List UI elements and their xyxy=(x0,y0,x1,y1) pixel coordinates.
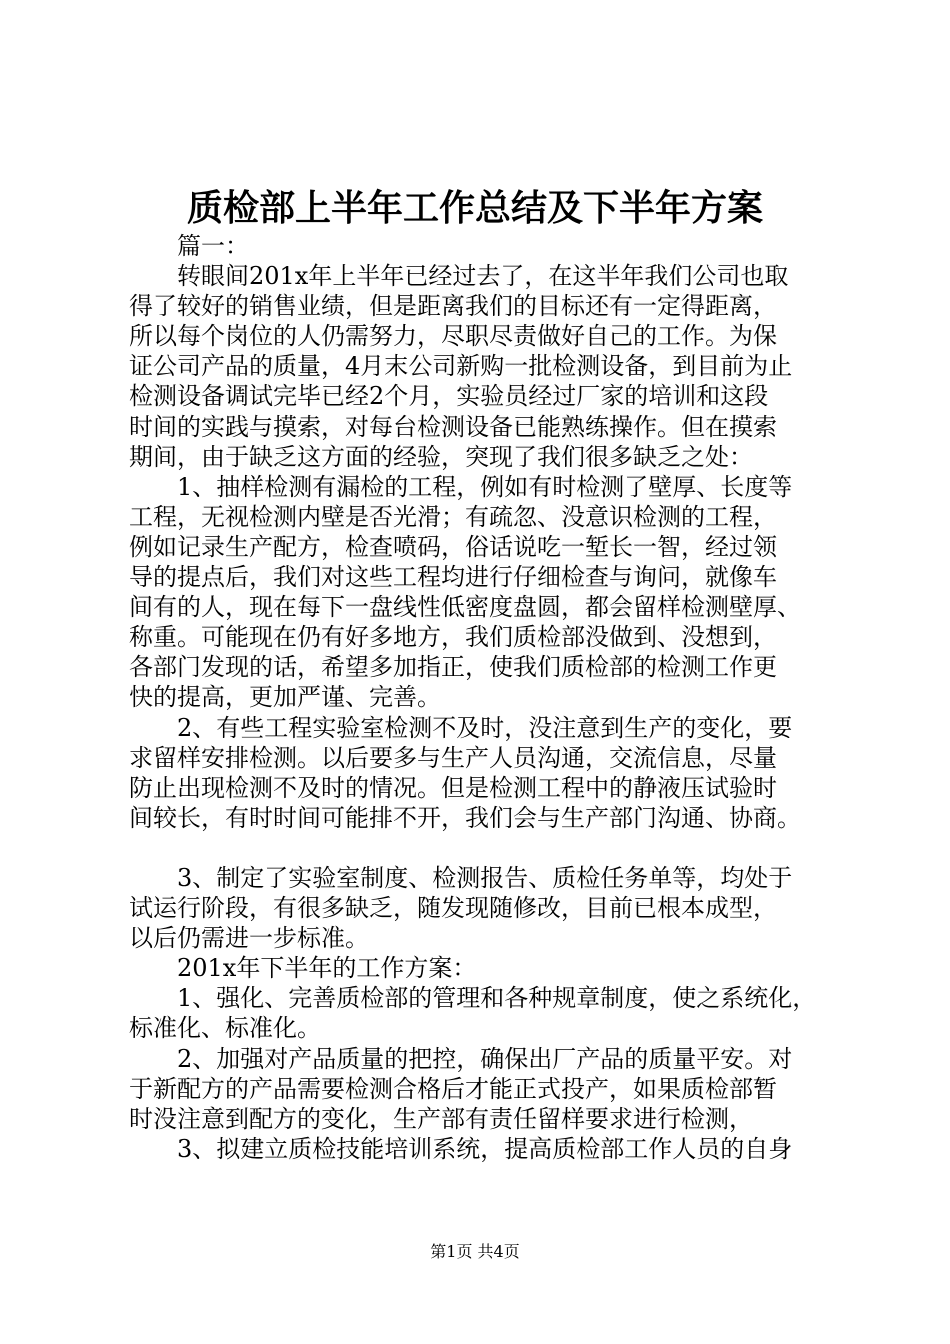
list-item-line: 以后仍需进一步标准。 xyxy=(129,924,369,953)
document-body xyxy=(129,231,841,1164)
list-item-line: 工程，无视检测内壁是否光滑；有疏忽、没意识检测的工程， xyxy=(129,502,777,531)
list-item-line: 1、强化、完善质检部的管理和各种规章制度，使之系统化， xyxy=(177,984,817,1013)
paragraph-line: 证公司产品的质量，4月末公司新购一批检测设备，到目前为止 xyxy=(129,352,793,381)
list-item-line: 求留样安排检测。以后要多与生产人员沟通，交流信息，尽量 xyxy=(129,743,777,772)
section-heading: 篇一： xyxy=(177,232,249,260)
paragraph-line: 时间的实践与摸索，对每台检测设备已能熟练操作。但在摸索 xyxy=(129,412,777,441)
section-heading: 201x年下半年的工作方案： xyxy=(177,954,477,983)
list-item-line: 2、有些工程实验室检测不及时，没注意到生产的变化，要 xyxy=(177,713,793,742)
page-number-footer: 第1页 共4页 xyxy=(430,1242,520,1261)
list-item-line: 间较长，有时时间可能排不开，我们会与生产部门沟通、协商。 xyxy=(129,803,801,832)
blank-line xyxy=(129,833,841,863)
paragraph-line: 期间，由于缺乏这方面的经验，突现了我们很多缺乏之处： xyxy=(129,442,753,471)
paragraph-line: 所以每个岗位的人仍需努力，尽职尽责做好自己的工作。为保 xyxy=(129,322,777,351)
list-item-line: 3、制定了实验室制度、检测报告、质检任务单等，均处于 xyxy=(177,863,793,892)
list-item-line: 1、抽样检测有漏检的工程，例如有时检测了壁厚、长度等 xyxy=(177,472,793,501)
list-item-line: 防止出现检测不及时的情况。但是检测工程中的静液压试验时 xyxy=(129,773,777,802)
list-item-line: 试运行阶段，有很多缺乏，随发现随修改，目前已根本成型， xyxy=(129,894,777,923)
paragraph-line: 检测设备调试完毕已经2个月，实验员经过厂家的培训和这段 xyxy=(129,382,769,411)
list-item-line: 3、拟建立质检技能培训系统，提高质检部工作人员的自身 xyxy=(177,1134,793,1163)
paragraph-line: 转眼间201x年上半年已经过去了，在这半年我们公司也取 xyxy=(177,262,789,291)
list-item-line: 于新配方的产品需要检测合格后才能正式投产，如果质检部暂 xyxy=(129,1074,777,1103)
list-item-line: 标准化、标准化。 xyxy=(129,1014,321,1043)
document-title: 质检部上半年工作总结及下半年方案 xyxy=(186,187,763,229)
list-item-line: 导的提点后，我们对这些工程均进行仔细检查与询问，就像车 xyxy=(129,563,777,592)
list-item-line: 间有的人，现在每下一盘线性低密度盘圆，都会留样检测壁厚、 xyxy=(129,593,801,622)
list-item-line: 2、加强对产品质量的把控，确保出厂产品的质量平安。对 xyxy=(177,1044,793,1073)
list-item-line: 各部门发现的话，希望多加指正，使我们质检部的检测工作更 xyxy=(129,653,777,682)
paragraph-line: 得了较好的销售业绩，但是距离我们的目标还有一定得距离， xyxy=(129,292,777,321)
list-item-line: 时没注意到配方的变化，生产部有责任留样要求进行检测， xyxy=(129,1104,753,1133)
list-item-line: 称重。可能现在仍有好多地方，我们质检部没做到、没想到， xyxy=(129,623,777,652)
list-item-line: 快的提高，更加严谨、完善。 xyxy=(129,683,441,712)
list-item-line: 例如记录生产配方，检查喷码，俗话说吃一堑长一智，经过领 xyxy=(129,532,777,561)
